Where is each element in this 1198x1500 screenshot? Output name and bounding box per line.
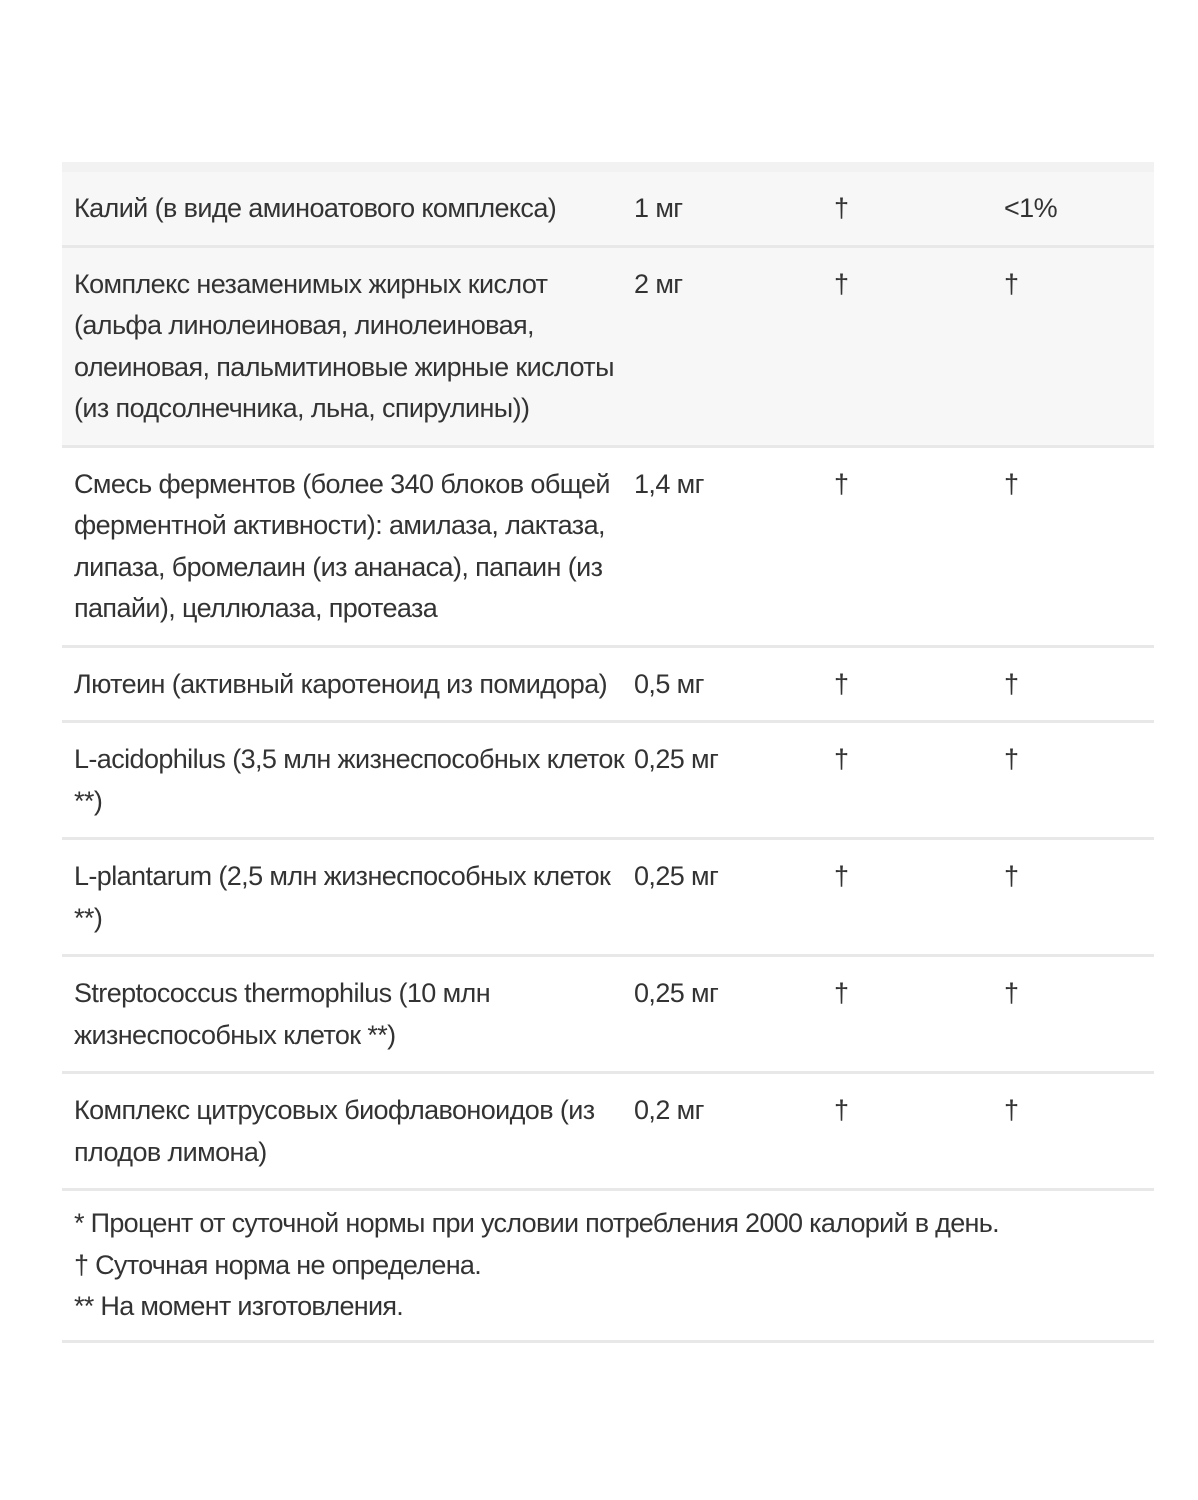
daily-value-percent: † bbox=[994, 1073, 1154, 1190]
daily-value-percent: † bbox=[994, 956, 1154, 1073]
table-row bbox=[62, 722, 1154, 839]
ingredient-amount: 0,25 мг bbox=[634, 722, 824, 839]
ingredient-amount: 0,25 мг bbox=[634, 956, 824, 1073]
daily-value-marker: † bbox=[824, 246, 994, 446]
ingredient-amount: 0,25 мг bbox=[634, 839, 824, 956]
table-row bbox=[62, 1073, 1154, 1190]
daily-value-percent: † bbox=[994, 722, 1154, 839]
ingredient-name: Комплекс незаменимых жирных кислот (альфа линолеиновая, линолеиновая, олеиновая, пальмитиновые жирные кислоты (из подсолнечника, льна, спирулины)) bbox=[62, 246, 634, 446]
daily-value-percent: † bbox=[994, 446, 1154, 646]
daily-value-marker: † bbox=[824, 956, 994, 1073]
table-row bbox=[62, 956, 1154, 1073]
footnote-manufacture: ** На момент изготовления. bbox=[74, 1291, 404, 1321]
table-row bbox=[62, 167, 1154, 246]
ingredient-name: Калий (в виде аминоатового комплекса) bbox=[62, 167, 634, 246]
table-row bbox=[62, 246, 1154, 446]
daily-value-percent: <1% bbox=[994, 167, 1154, 246]
footnotes bbox=[62, 1190, 1154, 1342]
footnote-daily-value: * Процент от суточной нормы при условии потребления 2000 калорий в день. bbox=[74, 1208, 999, 1238]
ingredient-amount: 0,2 мг bbox=[634, 1073, 824, 1190]
daily-value-percent: † bbox=[994, 246, 1154, 446]
footnotes-row bbox=[62, 1190, 1154, 1342]
daily-value-marker: † bbox=[824, 722, 994, 839]
daily-value-percent: † bbox=[994, 646, 1154, 722]
table-row bbox=[62, 446, 1154, 646]
ingredient-name: L-acidophilus (3,5 млн жизнеспособных клеток **) bbox=[62, 722, 634, 839]
daily-value-percent: † bbox=[994, 839, 1154, 956]
ingredient-name: Лютеин (активный каротеноид из помидора) bbox=[62, 646, 634, 722]
daily-value-marker: † bbox=[824, 1073, 994, 1190]
ingredient-amount: 2 мг bbox=[634, 246, 824, 446]
table-row bbox=[62, 646, 1154, 722]
ingredient-name: L-plantarum (2,5 млн жизнеспособных клеток **) bbox=[62, 839, 634, 956]
daily-value-marker: † bbox=[824, 167, 994, 246]
ingredient-amount: 0,5 мг bbox=[634, 646, 824, 722]
ingredient-name: Комплекс цитрусовых биофлавоноидов (из плодов лимона) bbox=[62, 1073, 634, 1190]
ingredient-amount: 1,4 мг bbox=[634, 446, 824, 646]
daily-value-marker: † bbox=[824, 446, 994, 646]
daily-value-marker: † bbox=[824, 646, 994, 722]
supplement-facts-table bbox=[62, 162, 1154, 1343]
ingredient-name: Смесь ферментов (более 340 блоков общей ферментной активности): амилаза, лактаза, липаза, бромелаин (из ананаса), папаин (из папайи), целлюлаза, протеаза bbox=[62, 446, 634, 646]
footnote-not-established: † Суточная норма не определена. bbox=[74, 1249, 482, 1280]
daily-value-marker: † bbox=[824, 839, 994, 956]
ingredient-amount: 1 мг bbox=[634, 167, 824, 246]
table-row bbox=[62, 839, 1154, 956]
ingredient-name: Streptococcus thermophilus (10 млн жизнеспособных клеток **) bbox=[62, 956, 634, 1073]
